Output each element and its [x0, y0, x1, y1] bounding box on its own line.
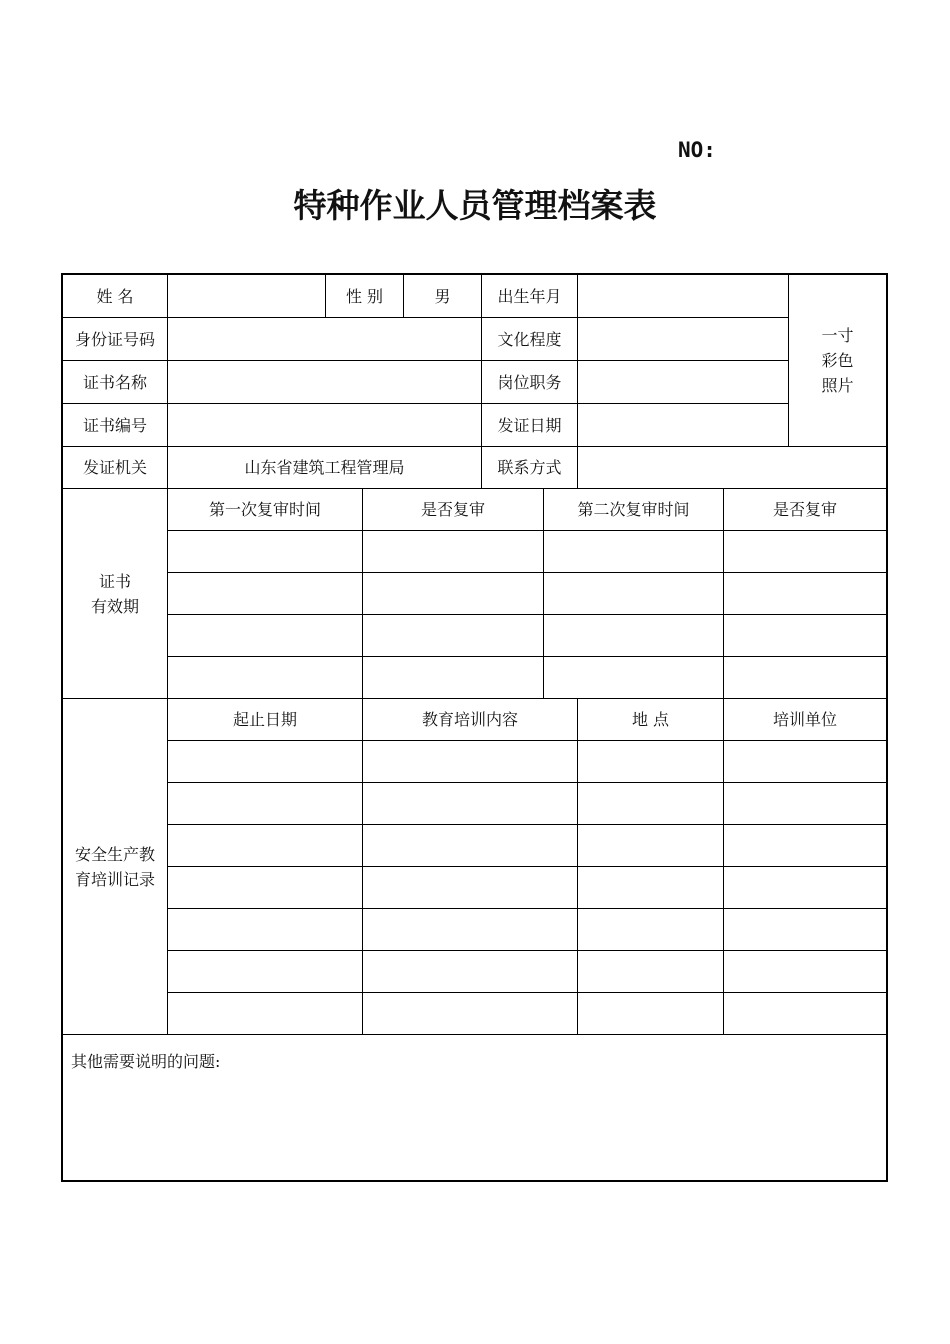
validity-section-label: 证书 有效期 — [90, 571, 139, 616]
notes-box[interactable] — [63, 1035, 886, 1180]
training-section-label: 安全生产教 育培训记录 — [74, 844, 155, 889]
training-col-organizer: 培训单位 — [772, 710, 837, 729]
page-title: 特种作业人员管理档案表 — [293, 186, 657, 225]
name-label: 姓 名 — [96, 286, 134, 306]
position-field[interactable] — [578, 361, 788, 403]
authority-label: 发证机关 — [82, 458, 147, 477]
notes-label: 其他需要说明的问题: — [71, 1052, 221, 1071]
validity-col-first-review: 第一次复审时间 — [208, 500, 321, 519]
birth-date-field[interactable] — [578, 275, 788, 317]
contact-label: 联系方式 — [497, 458, 562, 477]
birth-date-label: 出生年月 — [497, 286, 562, 306]
gender-field[interactable]: 男 — [434, 286, 451, 306]
position-label: 岗位职务 — [497, 372, 562, 392]
validity-col-reviewed-1: 是否复审 — [420, 500, 485, 519]
gender-label: 性 别 — [345, 286, 384, 306]
issue-date-field[interactable] — [578, 404, 788, 446]
training-col-dates: 起止日期 — [232, 710, 297, 729]
authority-field[interactable]: 山东省建筑工程管理局 — [244, 458, 405, 477]
training-col-content: 教育培训内容 — [421, 710, 518, 729]
form-number-label: NO: — [678, 138, 716, 162]
training-col-location: 地 点 — [631, 710, 670, 729]
education-label: 文化程度 — [497, 329, 562, 349]
contact-field[interactable] — [578, 447, 886, 488]
cert-name-label: 证书名称 — [82, 372, 147, 392]
cert-number-label: 证书编号 — [82, 415, 147, 435]
validity-col-second-review: 第二次复审时间 — [577, 500, 690, 519]
archive-form-table — [61, 273, 888, 1182]
education-field[interactable] — [578, 318, 788, 360]
id-number-field[interactable] — [168, 318, 481, 360]
id-number-label: 身份证号码 — [74, 329, 155, 349]
cert-number-field[interactable] — [168, 404, 481, 446]
cert-name-field[interactable] — [168, 361, 481, 403]
name-field[interactable] — [168, 275, 325, 317]
photo-placeholder[interactable]: 一寸 彩色 照片 — [821, 326, 854, 395]
validity-col-reviewed-2: 是否复审 — [772, 500, 837, 519]
issue-date-label: 发证日期 — [497, 415, 562, 435]
